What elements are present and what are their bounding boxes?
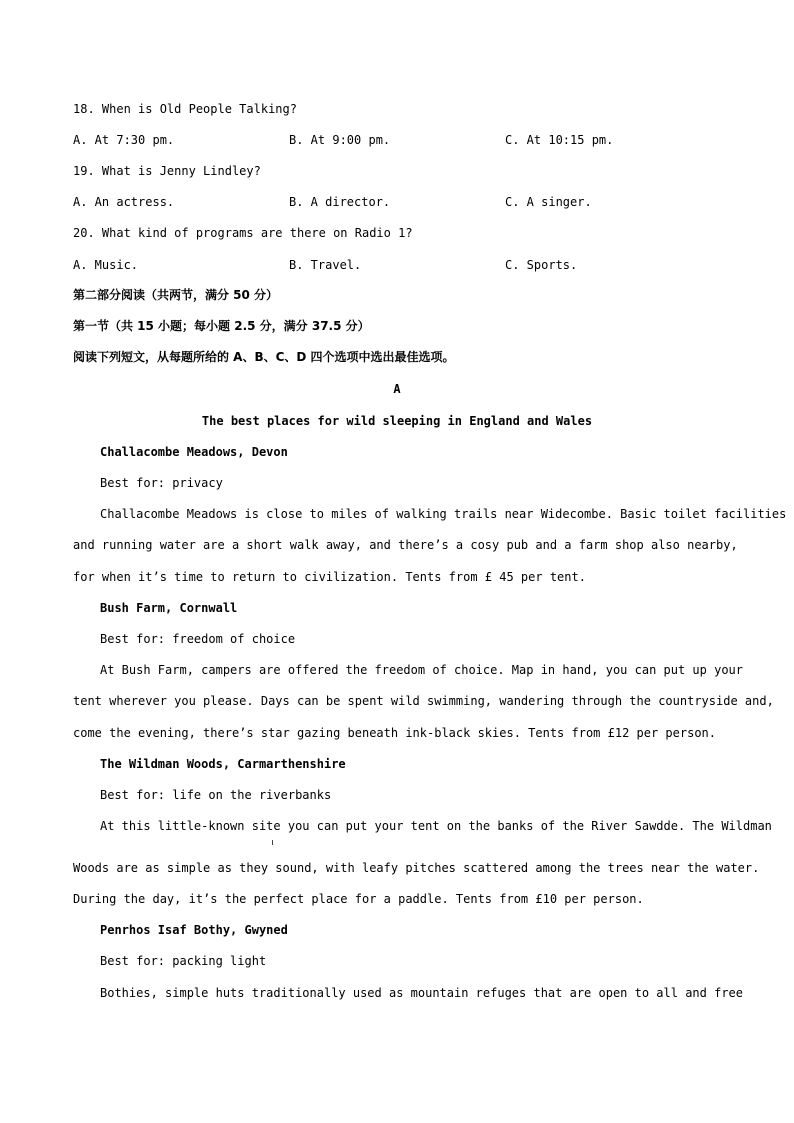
best-for-bush-farm: Best for: freedom of choice bbox=[100, 632, 296, 646]
question-20-option-c: C. Sports. bbox=[505, 258, 578, 272]
paragraph-line: During the day, it’s the perfect place for a paddle. Tents from £10 per person. bbox=[73, 892, 644, 906]
question-18-option-c: C. At 10:15 pm. bbox=[505, 133, 614, 147]
paragraph-line: tent wherever you please. Days can be spent wild swimming, wandering through the countryside and, bbox=[73, 694, 774, 708]
best-for-penrhos-isaf: Best for: packing light bbox=[100, 954, 267, 968]
passage-letter: A bbox=[393, 382, 401, 396]
question-18-option-b: B. At 9:00 pm. bbox=[289, 133, 391, 147]
question-20-option-a: A. Music. bbox=[73, 258, 139, 272]
question-19-stem: 19. What is Jenny Lindley? bbox=[73, 164, 261, 178]
question-19-option-b: B. A director. bbox=[289, 195, 391, 209]
paragraph-line: At this little-known site you can put your tent on the banks of the River Sawdde. The Wildman bbox=[100, 819, 772, 833]
paragraph-line: Bothies, simple huts traditionally used as mountain refuges that are open to all and free bbox=[100, 986, 743, 1000]
best-for-wildman-woods: Best for: life on the riverbanks bbox=[100, 788, 332, 802]
paragraph-line: Challacombe Meadows is close to miles of walking trails near Widecombe. Basic toilet facilities bbox=[100, 507, 787, 521]
paragraph-line: Woods are as simple as they sound, with leafy pitches scattered among the trees near the water. bbox=[73, 861, 760, 875]
passage-title: The best places for wild sleeping in England and Wales bbox=[201, 414, 593, 428]
paragraph-line: At Bush Farm, campers are offered the freedom of choice. Map in hand, you can put up your bbox=[100, 663, 743, 677]
reading-instruction: 阅读下列短文，从每题所给的 A、B、C、D 四个选项中选出最佳选项。 bbox=[73, 350, 455, 364]
paragraph-line: come the evening, there’s star gazing beneath ink-black skies. Tents from £12 per person. bbox=[73, 726, 716, 740]
stray-mark bbox=[272, 840, 273, 845]
place-name-wildman-woods: The Wildman Woods, Carmarthenshire bbox=[100, 757, 346, 771]
question-18-option-a: A. At 7:30 pm. bbox=[73, 133, 175, 147]
paragraph-line: and running water are a short walk away, and there’s a cosy pub and a farm shop also nearby, bbox=[73, 538, 738, 552]
question-20-stem: 20. What kind of programs are there on Radio 1? bbox=[73, 226, 413, 240]
best-for-challacombe: Best for: privacy bbox=[100, 476, 223, 490]
question-19-option-a: A. An actress. bbox=[73, 195, 175, 209]
question-20-option-b: B. Travel. bbox=[289, 258, 362, 272]
place-name-bush-farm: Bush Farm, Cornwall bbox=[100, 601, 238, 615]
place-name-challacombe: Challacombe Meadows, Devon bbox=[100, 445, 288, 459]
paragraph-line: for when it’s time to return to civilization. Tents from £ 45 per tent. bbox=[73, 570, 586, 584]
question-19-option-c: C. A singer. bbox=[505, 195, 592, 209]
question-18-stem: 18. When is Old People Talking? bbox=[73, 102, 297, 116]
section-one-heading: 第一节（共 15 小题；每小题 2.5 分，满分 37.5 分） bbox=[73, 319, 370, 333]
place-name-penrhos-isaf: Penrhos Isaf Bothy, Gwyned bbox=[100, 923, 288, 937]
part-two-heading: 第二部分阅读（共两节，满分 50 分） bbox=[73, 288, 279, 302]
